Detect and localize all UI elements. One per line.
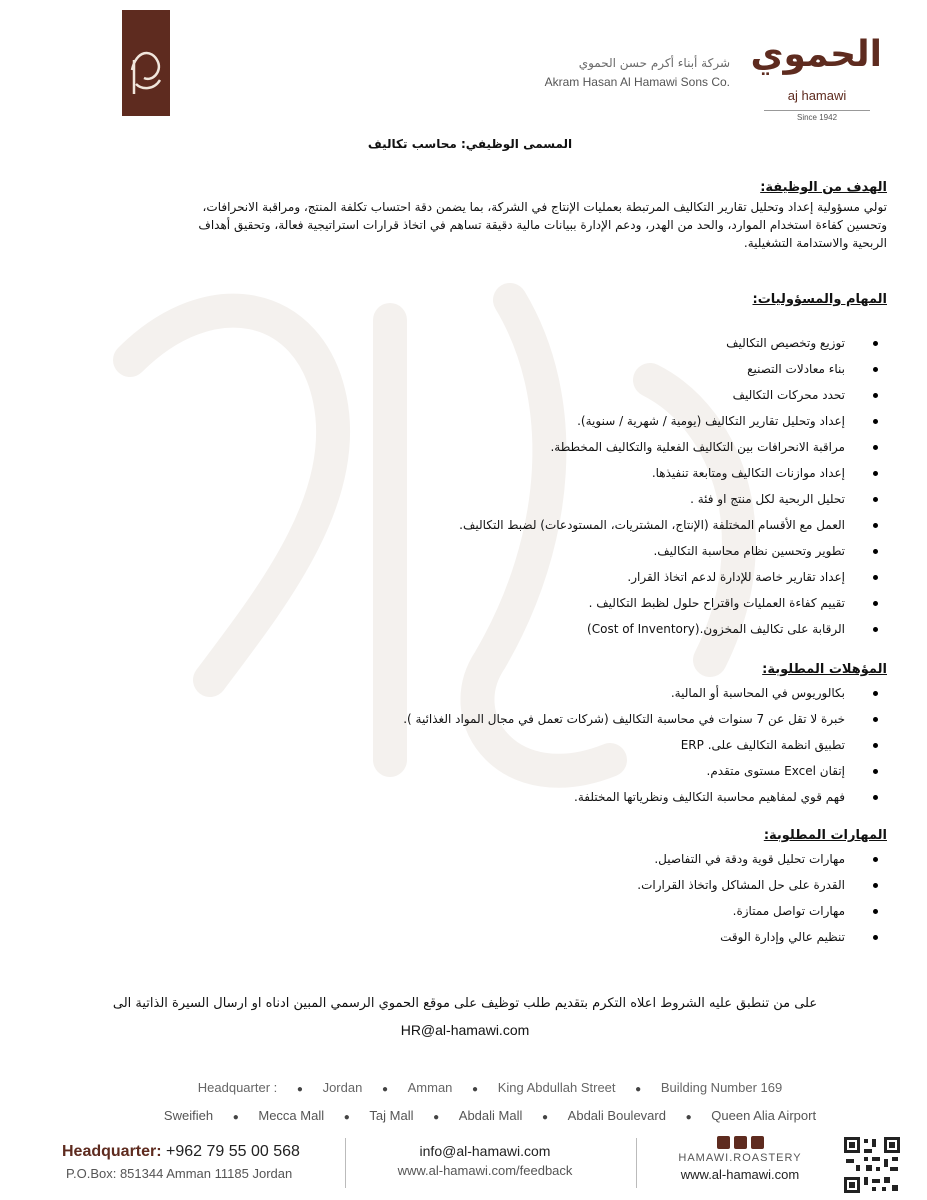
list-item-text: إعداد وتحليل تقارير التكاليف (يومية / شهرية / سنوية).: [577, 414, 845, 428]
footer-hq-phone: [62, 1143, 300, 1161]
since-label: Since 1942: [764, 110, 870, 122]
list-item: [459, 330, 845, 356]
list-item-text: مراقبة الانحرافات بين التكاليف الفعلية والتكاليف المخططة.: [550, 440, 845, 454]
branch-name: Abdali Boulevard: [567, 1108, 666, 1123]
footer-website-link[interactable]: www.al-hamawi.com: [680, 1167, 800, 1182]
brand-logo-ar: الحموي: [750, 34, 882, 75]
list-item-text: العمل مع الأقسام المختلفة (الإنتاج، المشتريات، المستودعات) لضبط التكاليف.: [459, 518, 845, 532]
list-item-text: فهم قوي لمفاهيم محاسبة التكاليف ونظرياتها المختلفة.: [574, 790, 845, 804]
apply-email-link[interactable]: HR@al-hamawi.com: [400, 1022, 530, 1038]
duties-list: [459, 330, 845, 642]
list-item-text: إتقان Excel مستوى متقدم.: [706, 764, 845, 778]
footer-address-part: King Abdullah Street: [497, 1080, 616, 1095]
list-item-text: توزيع وتخصيص التكاليف: [726, 336, 845, 350]
list-item-text: إعداد تقارير خاصة للإدارة لدعم اتخاذ القرار.: [627, 570, 845, 584]
list-item-text: بناء معادلات التصنيع: [747, 362, 845, 376]
objective-line: الربحية والاستدامة التشغيلية.: [743, 236, 887, 250]
qualifications-heading: المؤهلات المطلوبة:: [762, 662, 887, 677]
list-item-text: تطوير وتحسين نظام محاسبة التكاليف.: [653, 544, 845, 558]
list-item: [459, 460, 845, 486]
list-item: [403, 706, 845, 732]
skills-list: [637, 846, 845, 950]
list-item-text: تحليل الربحية لكل منتج او فئة .: [690, 492, 845, 506]
list-item: [403, 784, 845, 810]
list-item-text: مهارات تحليل قوية ودقة في التفاصيل.: [654, 852, 845, 866]
list-item-text: بكالوريوس في المحاسبة أو المالية.: [670, 686, 845, 700]
list-item-text: القدرة على حل المشاكل واتخاذ القرارات.: [637, 878, 845, 892]
branch-name: Queen Alia Airport: [711, 1108, 817, 1123]
footer-address-part: Jordan: [322, 1080, 363, 1095]
list-item: [459, 434, 845, 460]
instagram-icon[interactable]: [717, 1136, 730, 1149]
objective-heading: الهدف من الوظيفة:: [760, 180, 887, 195]
footer-address-part: Building Number 169: [660, 1080, 783, 1095]
footer-email-link[interactable]: info@al-hamawi.com: [419, 1143, 551, 1159]
page-title: المسمى الوظيفي: محاسب تكاليف: [367, 137, 573, 151]
list-item-text: تحدد محركات التكاليف: [732, 388, 845, 402]
list-item: [459, 538, 845, 564]
list-item-text: الرقابة على تكاليف المخزون.(Cost of Inventory): [587, 622, 845, 636]
list-item: [459, 408, 845, 434]
list-item-text: تقييم كفاءة العمليات واقتراح حلول لظبط التكاليف .: [588, 596, 845, 610]
footer-feedback-link[interactable]: www.al-hamawi.com/feedback: [397, 1163, 573, 1178]
apply-instructions: على من تنطبق عليه الشروط اعلاه التكرم بتقديم طلب توظيف على موقع الحموي الرسمي المبين ادناه او ارسال السيرة الذاتية الى: [112, 996, 818, 1011]
footer-divider: [636, 1138, 637, 1188]
social-handle: HAMAWI.ROASTERY: [678, 1152, 802, 1164]
facebook-icon[interactable]: [751, 1136, 764, 1149]
branch-name: Taj Mall: [369, 1108, 414, 1123]
list-item-text: مهارات تواصل ممتازة.: [732, 904, 845, 918]
branch-name: Sweifieh: [163, 1108, 214, 1123]
list-item: [459, 382, 845, 408]
list-item: [459, 616, 845, 642]
list-item: [637, 846, 845, 872]
footer-address-part: Headquarter :: [197, 1080, 278, 1095]
footer-divider: [345, 1138, 346, 1188]
company-name-ar: شركة أبناء أكرم حسن الحموي: [578, 56, 730, 70]
objective-line: وتحسين كفاءة استخدام الموارد، والحد من الهدر، ودعم الإدارة ببيانات مالية دقيقة تساهم في اتخاذ قرارات استراتيجية فعالة، وتحقيق أهداف: [198, 218, 887, 232]
hq-phone[interactable]: +962 79 55 00 568: [166, 1143, 300, 1160]
skills-heading: المهارات المطلوبة:: [763, 828, 887, 843]
list-item: [459, 564, 845, 590]
list-item: [459, 590, 845, 616]
list-item: [459, 512, 845, 538]
footer-social: [670, 1136, 810, 1182]
branch-name: Abdali Mall: [458, 1108, 523, 1123]
objective-paragraph: [47, 198, 887, 252]
list-item: [637, 872, 845, 898]
twitter-icon[interactable]: [734, 1136, 747, 1149]
footer-branches-line: Sweifieh ● Mecca Mall ● Taj Mall ● Abdali Mall ● Abdali Boulevard ● Queen Alia Airport: [163, 1108, 817, 1123]
list-item-text: تنظيم عالي وإدارة الوقت: [720, 930, 845, 944]
footer-contact: [370, 1143, 600, 1178]
list-item: [459, 486, 845, 512]
list-item: [403, 680, 845, 706]
list-item: [459, 356, 845, 382]
footer-address-line: Headquarter : ● Jordan ● Amman ● King Abdullah Street ● Building Number 169: [197, 1080, 783, 1095]
footer-address-part: Amman: [407, 1080, 453, 1095]
hq-label: Headquarter:: [62, 1143, 162, 1160]
list-item: [637, 924, 845, 950]
duties-heading: المهام والمسؤوليات:: [752, 292, 887, 307]
objective-line: تولي مسؤولية إعداد وتحليل تقارير التكاليف المرتبطة بعمليات الإنتاج في الشركة، بما يضمن دقة احتساب تكلفة المنتج، ومراقبة الانحرافات،: [202, 200, 887, 214]
list-item-text: تطبيق انظمة التكاليف على. ERP: [680, 738, 845, 752]
list-item-text: إعداد موازنات التكاليف ومتابعة تنفيذها.: [651, 466, 845, 480]
brand-logo-en: aj hamawi: [787, 88, 847, 103]
list-item-text: خبرة لا تقل عن 7 سنوات في محاسبة التكاليف (شركات تعمل في مجال المواد الغذائية ).: [403, 712, 845, 726]
list-item: [403, 732, 845, 758]
qr-code-icon: [842, 1135, 902, 1195]
list-item: [637, 898, 845, 924]
company-name-en: Akram Hasan Al Hamawi Sons Co.: [544, 75, 730, 89]
branch-name: Mecca Mall: [258, 1108, 325, 1123]
left-logo-icon: [122, 10, 170, 116]
list-item: [403, 758, 845, 784]
footer-po-box: P.O.Box: 851344 Amman 11185 Jordan: [66, 1166, 293, 1181]
qualifications-list: [403, 680, 845, 810]
